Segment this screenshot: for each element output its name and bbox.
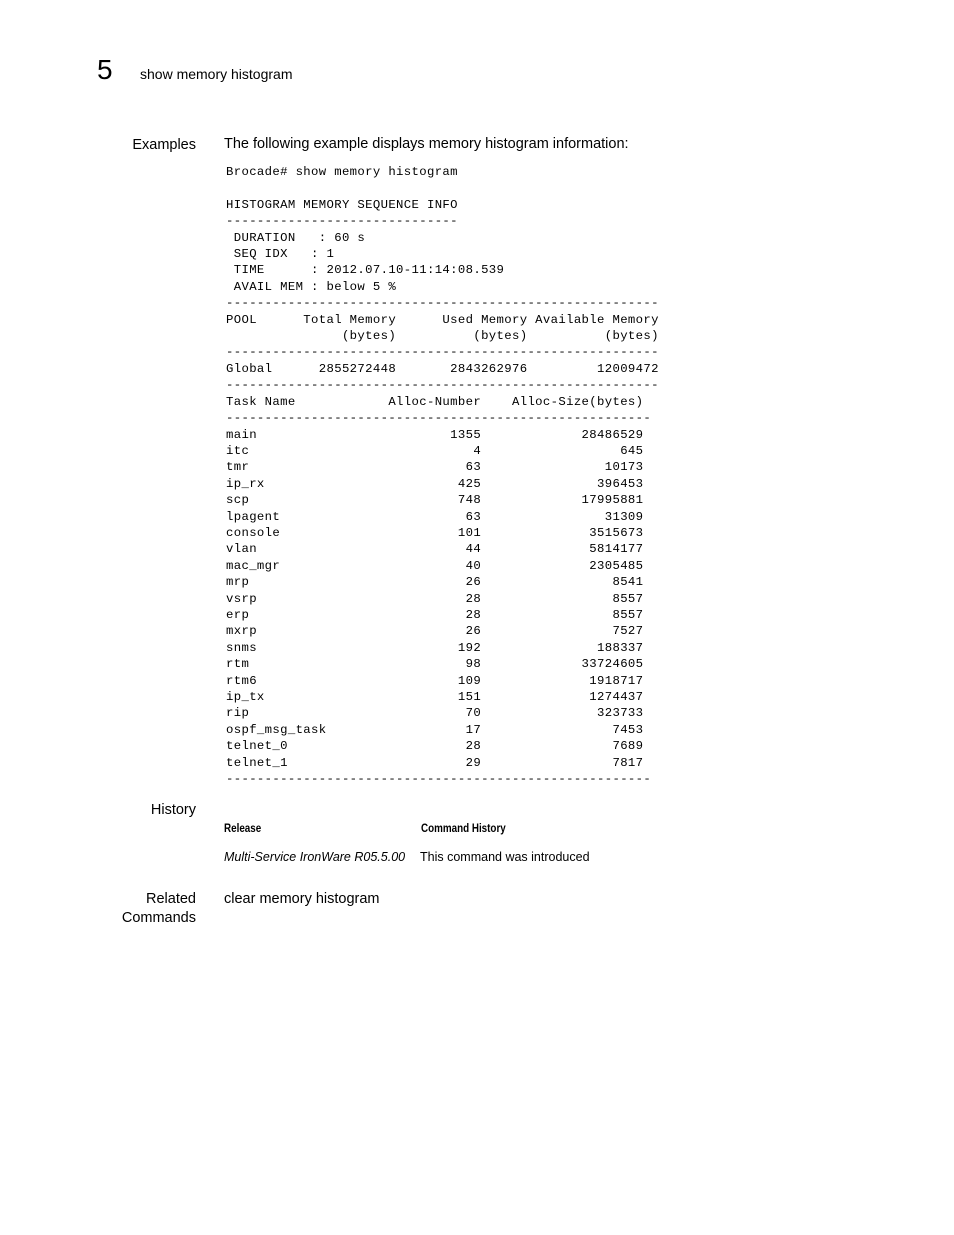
code-line: rtm 98 33724605 <box>226 657 644 672</box>
history-column-release: Release <box>224 821 262 835</box>
code-line: AVAIL MEM : below 5 % <box>226 279 397 294</box>
code-line: TIME : 2012.07.10-11:14:08.539 <box>226 263 505 278</box>
code-line: ------------------------------------------------------- <box>226 772 652 787</box>
history-column-command-history: Command History <box>421 821 506 835</box>
related-label-line-2: Commands <box>121 910 196 926</box>
related-commands-label <box>122 890 196 928</box>
code-line: lpagent 63 31309 <box>226 509 644 524</box>
code-line: mxrp 26 7527 <box>226 624 644 639</box>
code-line: SEQ IDX : 1 <box>226 247 335 262</box>
history-description-cell: This command was introduced <box>420 850 590 864</box>
code-line: mrp 26 8541 <box>226 575 644 590</box>
chapter-number: 5 <box>97 54 113 85</box>
code-line: Task Name Alloc-Number Alloc-Size(bytes) <box>226 394 644 409</box>
code-line: ------------------------------ <box>226 214 458 229</box>
code-line: rtm6 109 1918717 <box>226 673 644 688</box>
code-line: DURATION : 60 s <box>226 230 366 245</box>
code-line: (bytes) (bytes) (bytes) <box>226 329 659 344</box>
code-line: tmr 63 10173 <box>226 460 644 475</box>
command-output <box>226 164 659 787</box>
code-line: ip_rx 425 396453 <box>226 476 644 491</box>
code-line: mac_mgr 40 2305485 <box>226 558 644 573</box>
code-line: Global 2855272448 2843262976 12009472 <box>226 361 659 376</box>
examples-label: Examples <box>132 137 196 153</box>
code-line: telnet_0 28 7689 <box>226 739 644 754</box>
code-line: vlan 44 5814177 <box>226 542 644 557</box>
related-label-line-1: Related <box>146 891 196 907</box>
code-line: POOL Total Memory Used Memory Available Memory <box>226 312 659 327</box>
code-line: erp 28 8557 <box>226 607 644 622</box>
code-line: -------------------------------------------------------- <box>226 345 659 360</box>
code-line: rip 70 323733 <box>226 706 644 721</box>
code-line: main 1355 28486529 <box>226 427 644 442</box>
running-head: show memory histogram <box>140 66 293 82</box>
code-line: ospf_msg_task 17 7453 <box>226 722 644 737</box>
code-line: HISTOGRAM MEMORY SEQUENCE INFO <box>226 197 458 212</box>
code-line: -------------------------------------------------------- <box>226 296 659 311</box>
code-line: itc 4 645 <box>226 443 644 458</box>
code-line: snms 192 188337 <box>226 640 644 655</box>
code-line: ip_tx 151 1274437 <box>226 690 644 704</box>
code-line: vsrp 28 8557 <box>226 591 644 606</box>
code-line: -------------------------------------------------------- <box>226 378 659 393</box>
related-command-link[interactable]: clear memory histogram <box>224 891 380 907</box>
history-label: History <box>150 802 196 818</box>
history-release-cell: Multi-Service IronWare R05.5.00 <box>224 850 406 864</box>
code-line: telnet_1 29 7817 <box>226 755 644 770</box>
code-line: scp 748 17995881 <box>226 493 644 508</box>
examples-intro: The following example displays memory histogram information: <box>224 136 629 152</box>
code-line: Brocade# show memory histogram <box>226 165 458 179</box>
code-line: console 101 3515673 <box>226 525 644 540</box>
code-line: ------------------------------------------------------- <box>226 411 652 426</box>
